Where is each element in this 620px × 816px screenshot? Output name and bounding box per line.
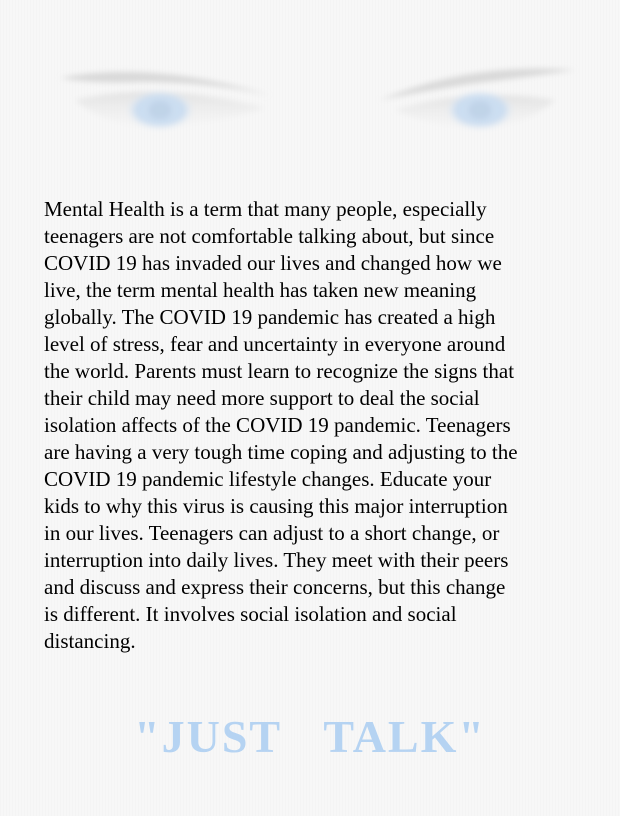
article-paragraph: Mental Health is a term that many people, especially teenagers are not comfortable talking about, but since COVID 19 has invaded our lives and changed how we live, the term mental health has taken new meaning globally. The COVID 19 pandemic has created a high level of stress, fear and uncertainty in everyone around the world. Parents must learn to recognize the signs that their child may need more support to deal the social isolation affects of the COVID 19 pandemic. Teenagers are having a very tough time coping and adjusting to the COVID 19 pandemic lifestyle changes. Educate your kids to why this virus is causing this major interruption in our lives. Teenagers can adjust to a short change, or interruption into daily lives. They meet with their peers and discuss and express their concerns, but this change is different. It involves social isolation and social distancing. xyxy=(44,197,518,653)
just-talk-slogan: "JUST TALK" xyxy=(134,711,486,762)
left-eye xyxy=(60,72,270,130)
eyes-background-image xyxy=(0,0,620,180)
eyes-illustration xyxy=(0,0,620,180)
right-eye xyxy=(380,69,575,130)
